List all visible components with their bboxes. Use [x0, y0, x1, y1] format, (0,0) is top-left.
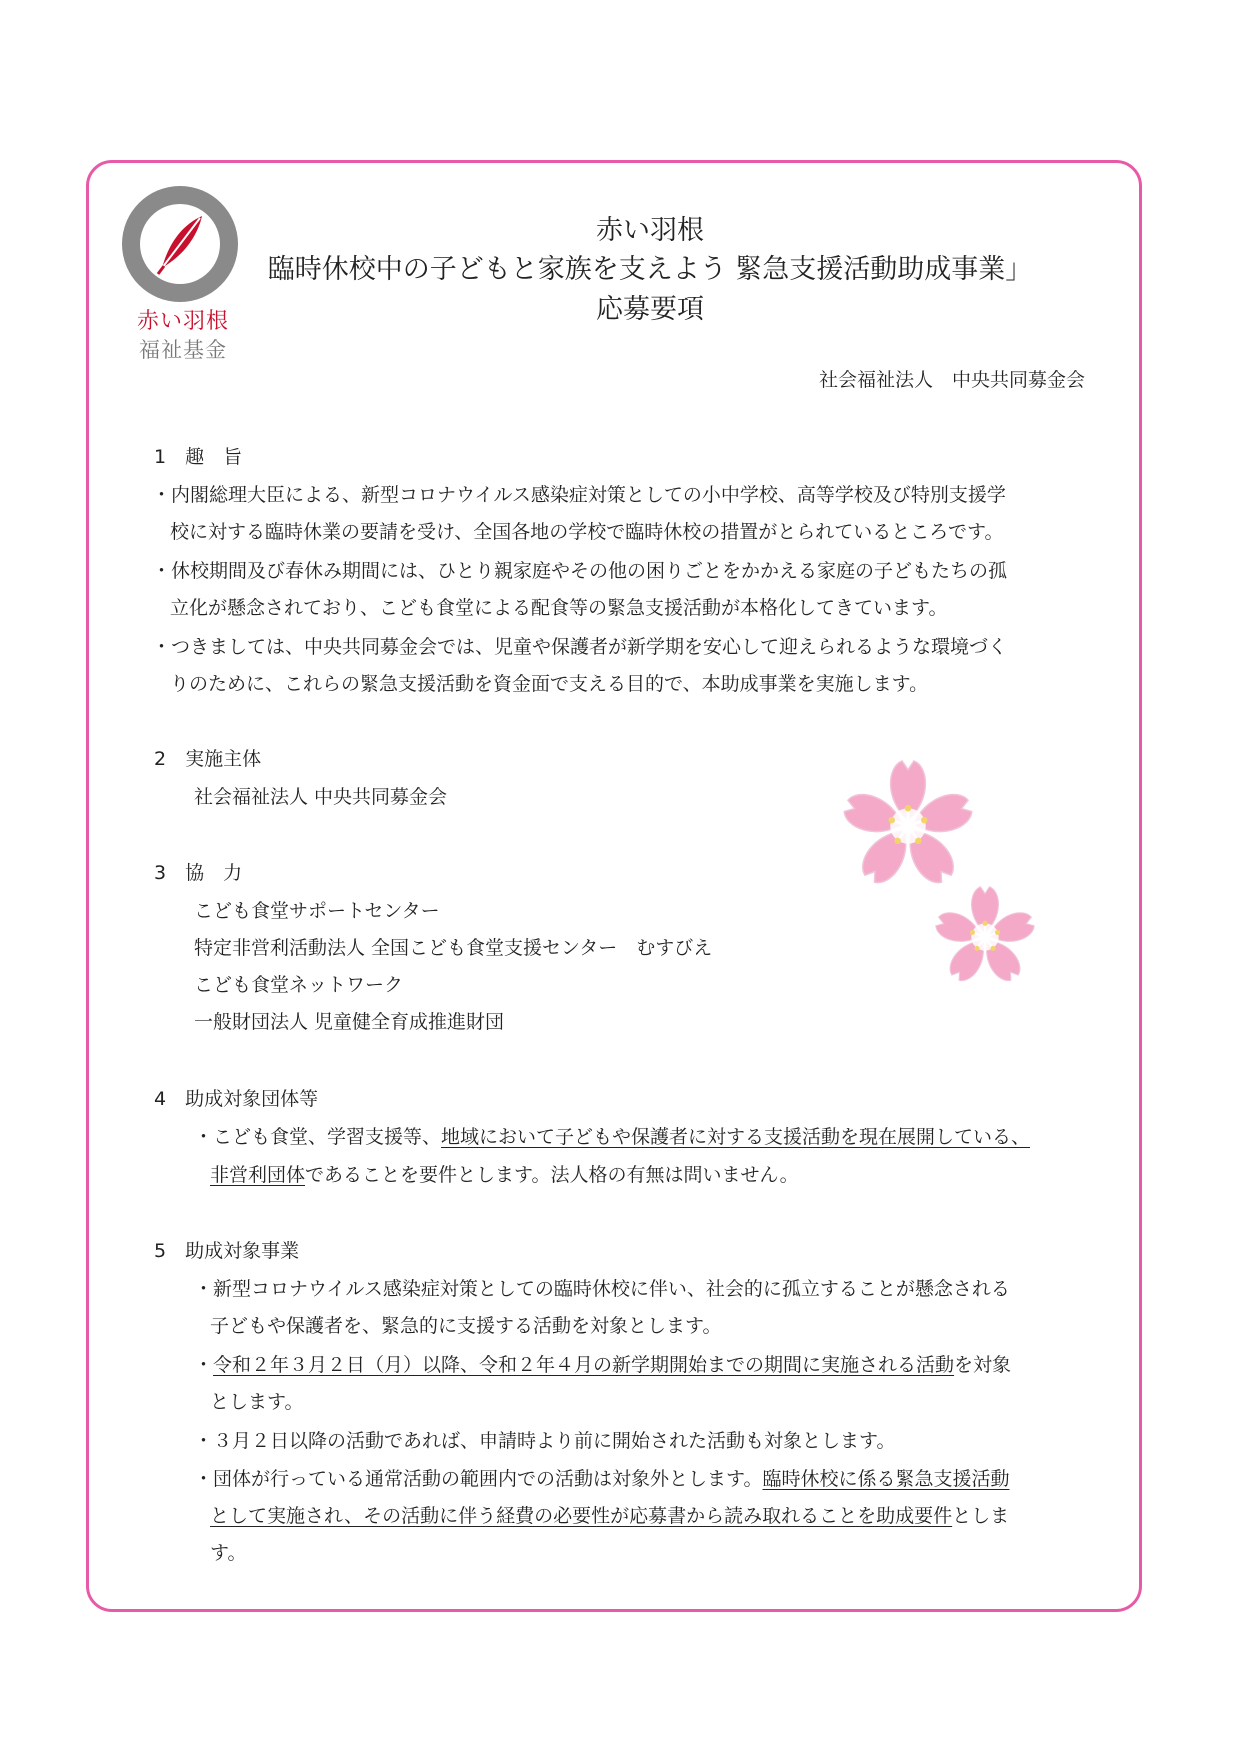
section5-bullet4-underlined: 臨時休校に係る緊急支援活動	[762, 1468, 1010, 1490]
section1-bullet3-line1: ・つきましては、中央共同募金会では、児童や保護者が新学期を安心して迎えられるような環境づく	[152, 636, 1008, 658]
section1-bullet3-line2: りのために、これらの緊急支援活動を資金面で支える目的で、本助成事業を実施します。	[170, 673, 929, 695]
section5-bullet4-text: ・団体が行っている通常活動の範囲内での活動は対象外とします。	[194, 1468, 763, 1490]
section5-bullet4-line3: す。	[210, 1542, 247, 1564]
section4-line1-underlined: 地域において子どもや保護者に対する支援活動を現在展開している、	[441, 1126, 1031, 1148]
section5-bullet1-line1: ・新型コロナウイルス感染症対策としての臨時休校に伴い、社会的に孤立することが懸念される	[194, 1278, 1010, 1300]
section4-line2-text: であることを要件とします。法人格の有無は問いません。	[305, 1164, 799, 1186]
section4-line1-text: ・こども食堂、学習支援等、	[194, 1126, 442, 1148]
section1-bullet1-line2: 校に対する臨時休業の要請を受け、全国各地の学校で臨時休校の措置がとられているところです。	[170, 521, 1004, 543]
section4-heading: 4 助成対象団体等	[154, 1088, 319, 1110]
logo-name-line2: 福祉基金	[139, 338, 227, 362]
section3-item: 一般財団法人 児童健全育成推進財団	[194, 1011, 505, 1033]
section5-heading: 5 助成対象事業	[154, 1240, 300, 1262]
section5-bullet4-line2-end: としま	[952, 1505, 1010, 1527]
section3-item: こども食堂ネットワーク	[194, 974, 404, 996]
cherry-blossom-icon	[928, 880, 1042, 998]
section5-bullet3: ・３月２日以降の活動であれば、申請時より前に開始された活動も対象とします。	[194, 1430, 896, 1452]
organization-name: 社会福祉法人 中央共同募金会	[818, 369, 1085, 391]
section5-bullet2-underlined: 令和２年３月２日（月）以降、令和２年４月の新学期開始までの期間に実施される活動	[213, 1354, 955, 1376]
section5-bullet4-line1	[194, 1468, 1010, 1491]
section1-heading: 1 趣 旨	[154, 446, 243, 468]
section3-item: こども食堂サポートセンター	[194, 900, 440, 922]
section5-bullet2-line1	[194, 1354, 1011, 1377]
section4-line2	[210, 1164, 799, 1187]
title-line1: 赤い羽根	[596, 215, 704, 246]
title-line3: 応募要項	[596, 294, 704, 325]
section4-line1	[194, 1126, 1030, 1149]
section5-bullet4-line2	[210, 1505, 1009, 1528]
title-line2: 臨時休校中の子どもと家族を支えよう 緊急支援活動助成事業」	[267, 254, 1033, 285]
section3-heading: 3 協 力	[154, 862, 243, 884]
section4-line2-underlined: 非営利団体	[210, 1164, 306, 1186]
section5-bullet4-line2-underlined: として実施され、その活動に伴う経費の必要性が応募書から読み取れることを助成要件	[210, 1505, 953, 1527]
section5-bullet2-dot: ・	[194, 1354, 214, 1376]
section1-bullet2-line2: 立化が懸念されており、こども食堂による配食等の緊急支援活動が本格化してきています。	[170, 597, 948, 619]
logo-name-line1: 赤い羽根	[136, 309, 229, 334]
section5-bullet2-end: を対象	[954, 1354, 1012, 1376]
section1-bullet2-line1: ・休校期間及び春休み期間には、ひとり親家庭やその他の困りごとをかかえる家庭の子どもたちの孤	[152, 560, 1008, 582]
section2-body: 社会福祉法人 中央共同募金会	[194, 786, 448, 808]
section5-bullet1-line2: 子どもや保護者を、緊急的に支援する活動を対象とします。	[210, 1315, 722, 1337]
section3-item: 特定非営利活動法人 全国こども食堂支援センター むすびえ	[194, 937, 713, 959]
section1-bullet1-line1: ・内閣総理大臣による、新型コロナウイルス感染症対策としての小中学校、高等学校及び特別支援学	[152, 484, 1006, 506]
section2-heading: 2 実施主体	[154, 748, 262, 770]
section5-bullet2-line2: とします。	[210, 1391, 304, 1413]
